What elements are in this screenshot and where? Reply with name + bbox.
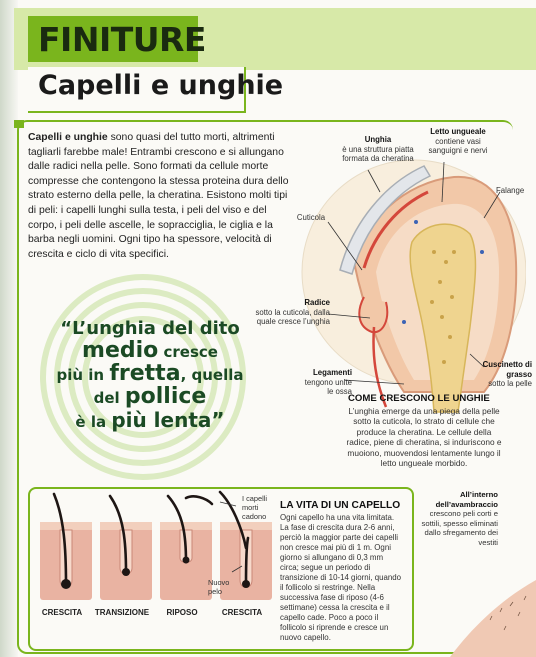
quote-text-del: del: [93, 389, 125, 407]
hair-life-text: Ogni capello ha una vita limitata. La fase di crescita dura 2-6 anni, perciò la maggior parte dei capelli non cresce mai più di 1 m. Ogni giorno si allungano di 0,3 mm circa; segue un periodo di transizione di 10-14 giorni, quando il follicolo si restringe. Nella successiva fase di riposo (4-6 settimane) cessa la crescita e il capello cade. Poco a poco il follicolo si riprende e cresce un nuovo capello.: [280, 513, 402, 642]
stage-label-4: CRESCITA: [221, 608, 263, 617]
label-unghia-title: Unghia: [364, 135, 392, 144]
page-title: Capelli e unghie: [38, 70, 284, 101]
intro-lead: Capelli e unghie: [28, 132, 108, 143]
label-cuscinetto-text: sotto la pelle: [488, 379, 532, 388]
label-radice-text: sotto la cuticola, dalla quale cresce l’unghia: [255, 307, 330, 326]
label-radice-title: Radice: [304, 298, 330, 307]
stage-label-1: CRESCITA: [41, 608, 83, 617]
label-cuscinetto-title: Cuscinetto di grasso: [482, 360, 532, 379]
hair-stages-illustration: [36, 488, 276, 608]
forearm-illustration: [430, 540, 536, 657]
quote-word-fretta: fretta: [109, 361, 181, 386]
label-unghia: [340, 135, 416, 164]
quote-line-1: “L’unghia del dito: [60, 318, 240, 339]
quote-word-pollice: pollice: [124, 384, 207, 409]
how-nails-grow-title: COME CRESCONO LE UNGHIE: [348, 393, 490, 404]
quote-word-cresce: cresce: [158, 343, 218, 361]
forearm-note-text: crescono peli corti e sottili, spesso eliminati dallo sfregamento dei vestiti: [421, 509, 498, 547]
label-new-hair: Nuovo pelo: [208, 578, 230, 596]
label-cuscinetto: [478, 360, 532, 389]
forearm-note: [420, 490, 498, 548]
quote-word-piu-lenta: più lenta: [111, 408, 212, 432]
label-letto-text: contiene vasi sanguigni e nervi: [428, 136, 488, 155]
intro-body: sono quasi del tutto morti, altrimenti tagliarli farebbe male! Entrambi crescono e si allungano dalle radici nella pelle. Sono formati da cellule morte compresse che contengono la stessa proteina dura dello strato esterno della pelle, la cheratina. Esistono molti tipi di peli: i capelli lunghi sulla testa, i peli del viso e del corpo, i peli delle ascelle, le sopracciglia, le ciglia e la barba negli uomini. Ogni tipo ha spessore, velocità di crescita e ciclo di vita specifici.: [28, 132, 289, 260]
label-unghia-text: è una struttura piatta formata da cheratina: [342, 144, 414, 163]
intro-paragraph: [28, 131, 290, 262]
label-falange: Falange: [496, 186, 525, 195]
section-title: FINITURE: [38, 20, 206, 59]
stage-label-2: TRANSIZIONE: [94, 608, 150, 617]
quote-word-medio: medio: [82, 338, 159, 363]
label-letto: [424, 127, 492, 156]
frame-marker: [14, 120, 24, 128]
quote-close: ”: [211, 408, 225, 432]
forearm-note-title: All’interno dell’avambraccio: [435, 490, 498, 509]
label-legamenti: [300, 368, 352, 397]
hair-life-title: LA VITA DI UN CAPELLO: [280, 500, 401, 511]
stage-label-3: RIPOSO: [166, 608, 198, 617]
quote-text-quella: , quella: [180, 366, 244, 384]
page-gutter: [0, 0, 18, 657]
label-cuticola: Cuticola: [296, 213, 326, 222]
quote-text-piu: più in: [56, 366, 110, 384]
label-radice: [252, 298, 330, 327]
how-nails-grow-text: L’unghia emerge da una piega della pelle sotto la cuticola, lo strato di cellule che produce la cheratina. Le cellule della radice, piene di cheratina, si induriscono e muoiono, muovendosi lentamente lungo il letto ungueale morbido.: [346, 406, 502, 469]
label-dead-hairs: I capelli morti cadono: [242, 494, 268, 521]
label-letto-title: Letto ungueale: [430, 127, 486, 136]
quote-text-e-la: è la: [75, 413, 112, 431]
label-legamenti-title: Legamenti: [313, 368, 352, 377]
pull-quote: [52, 318, 248, 433]
label-legamenti-text: tengono unite le ossa: [304, 377, 352, 396]
